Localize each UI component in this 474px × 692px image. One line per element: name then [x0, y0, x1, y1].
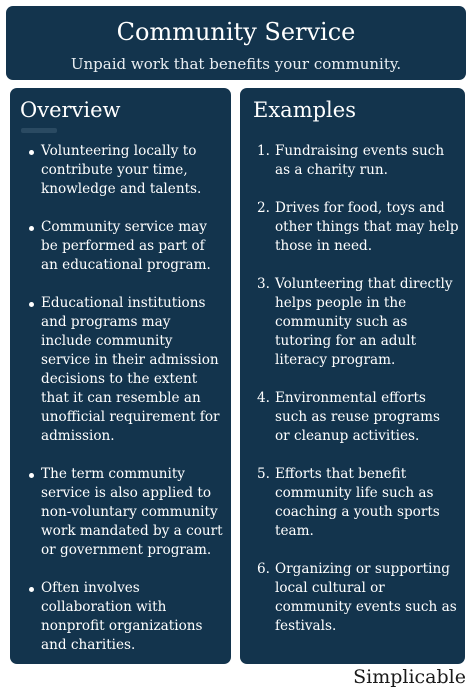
list-item — [10, 218, 231, 275]
item-number: 4. — [257, 390, 270, 406]
header-banner — [6, 6, 466, 80]
examples-title: Examples — [253, 98, 356, 122]
list-item — [240, 560, 465, 636]
list-item — [10, 465, 231, 560]
overview-list — [10, 142, 231, 674]
list-item — [240, 465, 465, 541]
list-item-text: Often involves collaboration with nonprofit organizations and charities. — [41, 580, 203, 653]
item-number: 3. — [257, 276, 270, 292]
brand-logo: Simplicable — [353, 666, 466, 688]
list-item — [240, 142, 465, 180]
item-number: 5. — [257, 466, 270, 482]
bullet-icon — [29, 150, 34, 155]
list-item-text: The term community service is also applied to non-voluntary community work mandated by a court or government program. — [41, 466, 223, 558]
examples-panel — [240, 88, 465, 664]
list-item — [240, 199, 465, 256]
examples-list — [240, 142, 465, 655]
overview-title: Overview — [20, 98, 121, 122]
list-item — [10, 142, 231, 199]
list-item-text: Efforts that benefit community life such as coaching a youth sports team. — [275, 466, 440, 539]
list-item — [240, 389, 465, 446]
list-item-text: Environmental efforts such as reuse programs or cleanup activities. — [275, 390, 441, 444]
bullet-icon — [29, 587, 34, 592]
bullet-icon — [29, 302, 34, 307]
overview-panel — [10, 88, 231, 664]
list-item-text: Volunteering that directly helps people in the community such as tutoring for an adult literacy program. — [275, 276, 453, 368]
page-title: Community Service — [116, 18, 356, 46]
bullet-icon — [29, 226, 34, 231]
page-subtitle: Unpaid work that benefits your community. — [70, 55, 402, 73]
list-item — [10, 294, 231, 446]
list-item — [10, 579, 231, 655]
list-item-text: Volunteering locally to contribute your time, knowledge and talents. — [41, 143, 202, 197]
list-item-text: Fundraising events such as a charity run. — [275, 143, 445, 178]
item-number: 2. — [257, 200, 270, 216]
list-item — [240, 275, 465, 370]
item-number: 1. — [257, 143, 270, 159]
list-item-text: Drives for food, toys and other things that may help those in need. — [275, 200, 459, 254]
list-item-text: Educational institutions and programs may include community service in their admission decisions to the extent that it can resemble an unofficial requirement for admission. — [41, 295, 220, 444]
bullet-icon — [29, 473, 34, 478]
watermark-mark — [21, 128, 57, 133]
list-item-text: Community service may be performed as part of an educational program. — [41, 219, 211, 273]
list-item-text: Organizing or supporting local cultural or community events such as festivals. — [275, 561, 457, 634]
item-number: 6. — [257, 561, 270, 577]
